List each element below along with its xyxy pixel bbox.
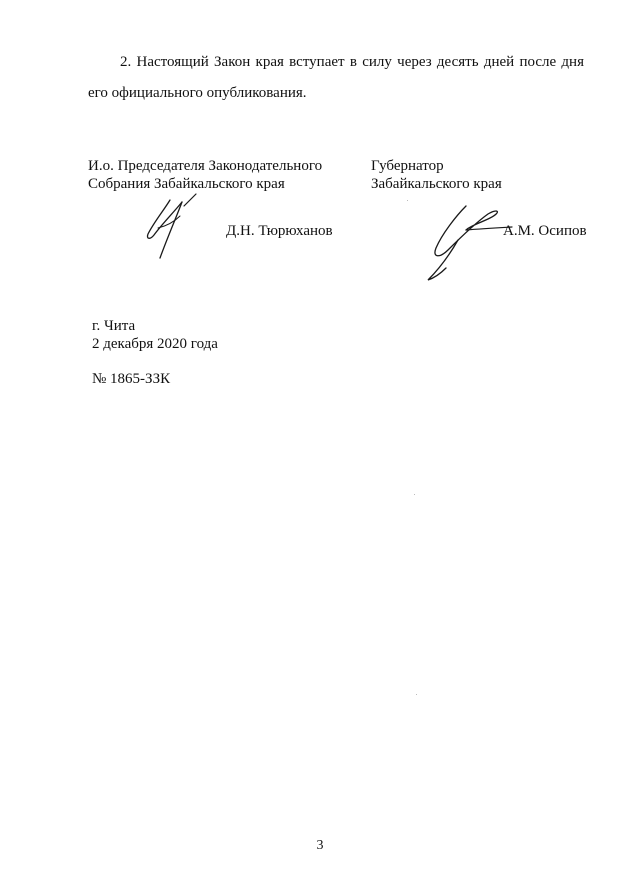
right-title-line-2: Забайкальского края — [371, 176, 502, 192]
page-number: 3 — [316, 838, 324, 853]
paragraph-line-1: 2. Настоящий Закон края вступает в силу через десять дней после дня — [120, 54, 584, 70]
paragraph-line-2: его официального опубликования. — [88, 85, 307, 101]
right-signatory-title — [371, 157, 502, 193]
scan-speck — [407, 200, 408, 201]
right-title-line-1: Губернатор — [371, 158, 444, 174]
scan-speck — [414, 494, 415, 495]
law-number-text: № 1865-ЗЗК — [92, 371, 171, 387]
left-handwritten-signature — [140, 188, 210, 264]
law-number — [92, 370, 170, 388]
left-title-line-1: И.о. Председателя Законодательного — [88, 158, 323, 174]
law-paragraph — [88, 47, 584, 109]
right-signatory-name: А.М. Осипов — [503, 223, 587, 239]
place-and-date — [92, 317, 218, 353]
date: 2 декабря 2020 года — [92, 336, 218, 352]
right-handwritten-signature — [418, 196, 518, 288]
left-signatory-name: Д.Н. Тюрюханов — [226, 223, 333, 239]
scan-speck — [416, 694, 417, 695]
place: г. Чита — [92, 318, 136, 334]
left-title-line-2: Собрания Забайкальского края — [88, 176, 285, 192]
